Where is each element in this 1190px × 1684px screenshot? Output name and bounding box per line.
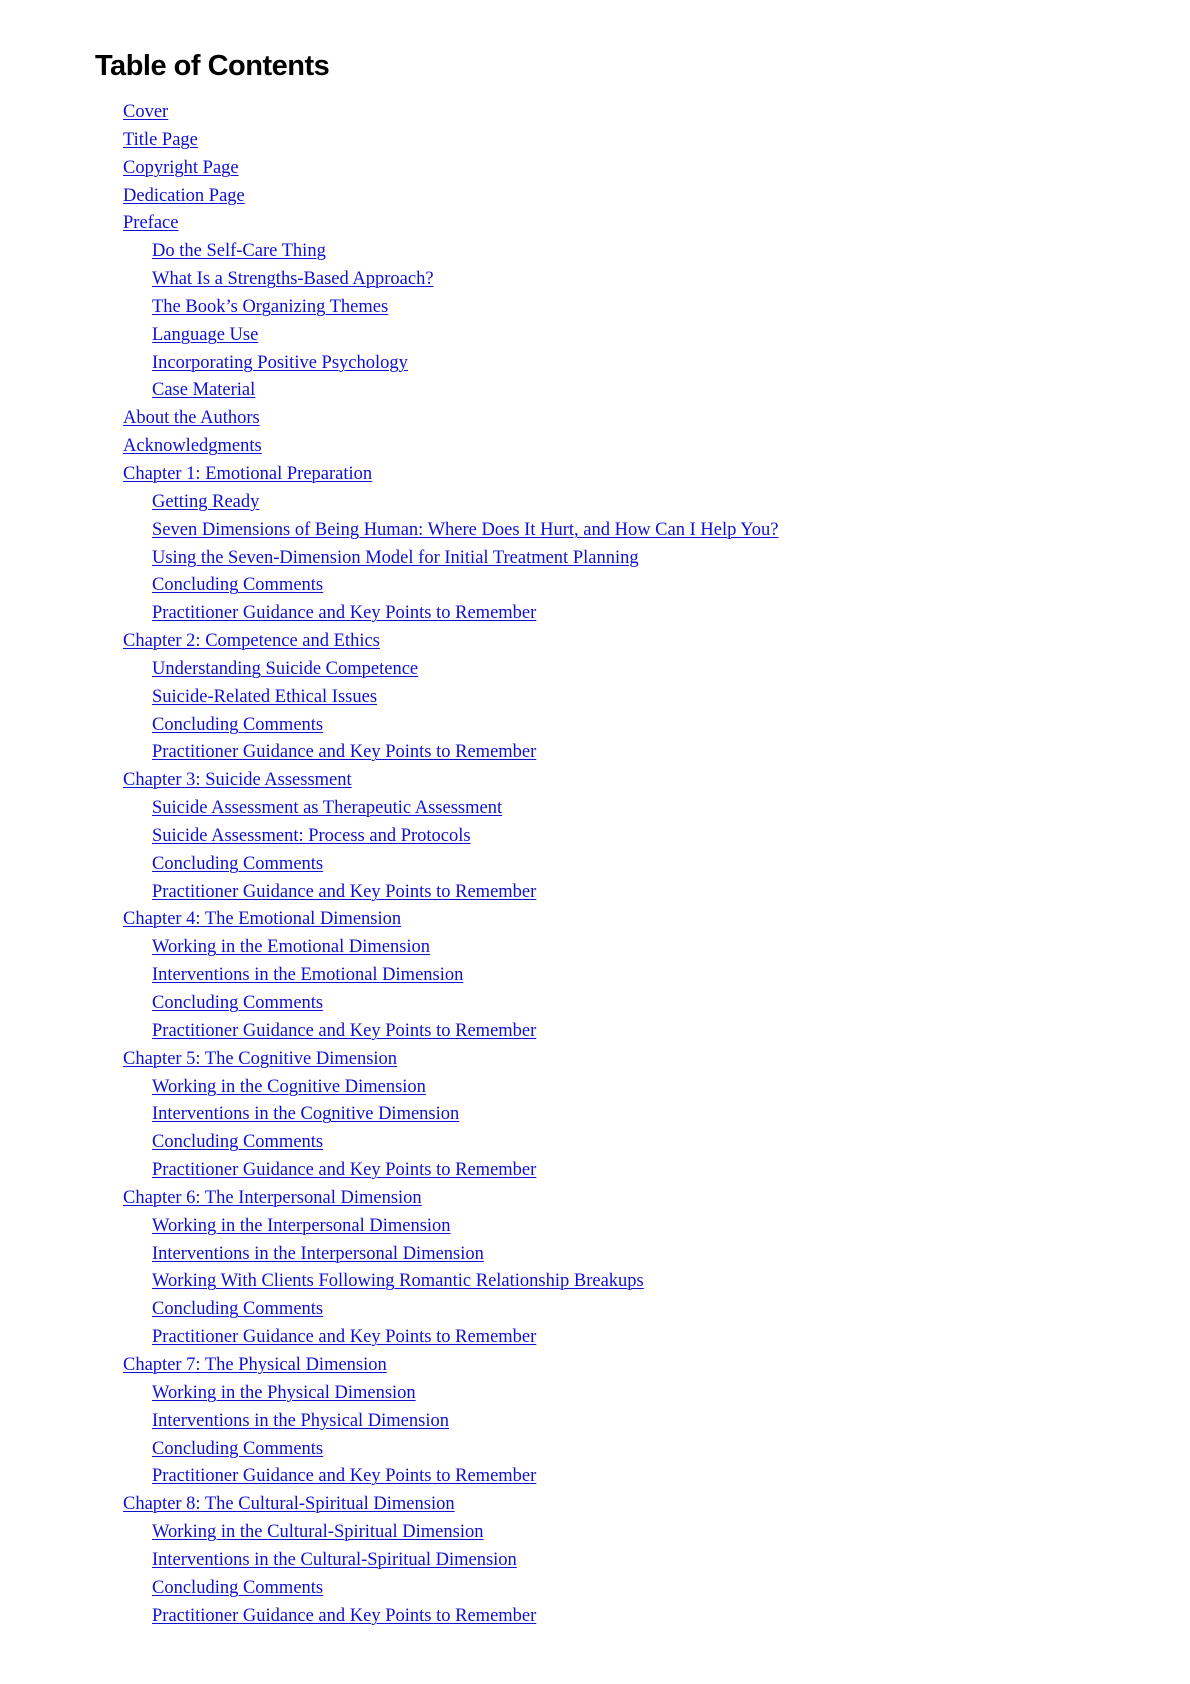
toc-sublink[interactable]: Practitioner Guidance and Key Points to Remember: [152, 603, 537, 624]
toc-entry: [0, 1185, 1190, 1213]
toc-subentry: [0, 489, 1190, 517]
toc-link[interactable]: Copyright Page: [123, 157, 239, 178]
toc-subentry: [0, 739, 1190, 767]
toc-subentry: [0, 600, 1190, 628]
toc-link[interactable]: Dedication Page: [123, 185, 245, 206]
toc-sublink[interactable]: Concluding Comments: [152, 714, 324, 735]
toc-sublink[interactable]: Practitioner Guidance and Key Points to Remember: [152, 1020, 537, 1041]
toc-subentry: [0, 1547, 1190, 1575]
toc-entry: [0, 405, 1190, 433]
toc-entry: [0, 1352, 1190, 1380]
toc-entry: [0, 99, 1190, 127]
toc-subentry: [0, 962, 1190, 990]
toc-subentry: [0, 1436, 1190, 1464]
toc-link[interactable]: Chapter 6: The Interpersonal Dimension: [123, 1187, 422, 1208]
toc-sublink[interactable]: Interventions in the Cognitive Dimension: [152, 1104, 460, 1125]
toc-subentry: [0, 1603, 1190, 1631]
toc-subentry: [0, 990, 1190, 1018]
toc-subentry: [0, 572, 1190, 600]
toc-subentry: [0, 1463, 1190, 1491]
toc-sublink[interactable]: Getting Ready: [152, 491, 260, 512]
toc-sublink[interactable]: Suicide Assessment: Process and Protocols: [152, 825, 471, 846]
toc-link[interactable]: About the Authors: [123, 408, 260, 429]
toc-subentry: [0, 795, 1190, 823]
toc-link[interactable]: Chapter 7: The Physical Dimension: [123, 1354, 387, 1375]
toc-subentry: [0, 1519, 1190, 1547]
toc-link[interactable]: Chapter 8: The Cultural-Spiritual Dimension: [123, 1494, 455, 1515]
toc-sublink[interactable]: Working in the Cultural-Spiritual Dimension: [152, 1522, 484, 1543]
toc-subentry: [0, 1129, 1190, 1157]
toc-sublink[interactable]: Concluding Comments: [152, 853, 324, 874]
toc-link[interactable]: Title Page: [123, 129, 198, 150]
toc-subentry: [0, 545, 1190, 573]
toc-subentry: [0, 1074, 1190, 1102]
toc-sublink[interactable]: Working in the Emotional Dimension: [152, 937, 431, 958]
toc-sublink[interactable]: Using the Seven-Dimension Model for Initial Treatment Planning: [152, 547, 639, 568]
toc-entry: [0, 1046, 1190, 1074]
toc-subentry: [0, 934, 1190, 962]
toc-sublink[interactable]: Interventions in the Emotional Dimension: [152, 965, 464, 986]
toc-sublink[interactable]: What Is a Strengths-Based Approach?: [152, 269, 434, 290]
toc-sublink[interactable]: Concluding Comments: [152, 1577, 324, 1598]
toc-entry: [0, 155, 1190, 183]
toc-sublink[interactable]: Practitioner Guidance and Key Points to Remember: [152, 1466, 537, 1487]
toc-entry: [0, 183, 1190, 211]
toc-sublink[interactable]: Do the Self-Care Thing: [152, 241, 326, 262]
toc-sublink[interactable]: Concluding Comments: [152, 575, 324, 596]
toc-sublink[interactable]: Working in the Cognitive Dimension: [152, 1076, 426, 1097]
toc-sublink[interactable]: Suicide-Related Ethical Issues: [152, 686, 378, 707]
toc-sublink[interactable]: Interventions in the Cultural-Spiritual Dimension: [152, 1549, 517, 1570]
toc-entry: [0, 1491, 1190, 1519]
toc-subentry: [0, 712, 1190, 740]
toc-link[interactable]: Preface: [123, 213, 179, 234]
toc-subentry: [0, 1324, 1190, 1352]
toc-sublink[interactable]: The Book’s Organizing Themes: [152, 296, 389, 317]
toc-sublink[interactable]: Seven Dimensions of Being Human: Where Does It Hurt, and How Can I Help You?: [152, 519, 779, 540]
toc-entry: [0, 127, 1190, 155]
toc-subentry: [0, 1575, 1190, 1603]
toc-sublink[interactable]: Practitioner Guidance and Key Points to Remember: [152, 881, 537, 902]
toc-subentry: [0, 1408, 1190, 1436]
toc-sublink[interactable]: Working in the Interpersonal Dimension: [152, 1215, 451, 1236]
toc-entry: [0, 628, 1190, 656]
toc-link[interactable]: Chapter 5: The Cognitive Dimension: [123, 1048, 398, 1069]
toc-sublink[interactable]: Understanding Suicide Competence: [152, 658, 419, 679]
table-of-contents: [0, 99, 1190, 1630]
toc-sublink[interactable]: Working in the Physical Dimension: [152, 1382, 416, 1403]
toc-subentry: [0, 294, 1190, 322]
toc-subentry: [0, 1296, 1190, 1324]
toc-subentry: [0, 1213, 1190, 1241]
toc-sublink[interactable]: Practitioner Guidance and Key Points to Remember: [152, 1605, 537, 1626]
toc-subentry: [0, 684, 1190, 712]
toc-subentry: [0, 1268, 1190, 1296]
toc-sublink[interactable]: Interventions in the Physical Dimension: [152, 1410, 449, 1431]
toc-subentry: [0, 377, 1190, 405]
toc-sublink[interactable]: Concluding Comments: [152, 1438, 324, 1459]
toc-sublink[interactable]: Concluding Comments: [152, 1132, 324, 1153]
toc-subentry: [0, 238, 1190, 266]
toc-subentry: [0, 823, 1190, 851]
toc-entry: [0, 210, 1190, 238]
toc-sublink[interactable]: Case Material: [152, 380, 256, 401]
toc-subentry: [0, 851, 1190, 879]
toc-sublink[interactable]: Practitioner Guidance and Key Points to Remember: [152, 742, 537, 763]
toc-entry: [0, 767, 1190, 795]
toc-link[interactable]: Chapter 3: Suicide Assessment: [123, 770, 352, 791]
toc-link[interactable]: Acknowledgments: [123, 436, 262, 457]
toc-entry: [0, 906, 1190, 934]
toc-sublink[interactable]: Practitioner Guidance and Key Points to Remember: [152, 1327, 537, 1348]
toc-sublink[interactable]: Interventions in the Interpersonal Dimension: [152, 1243, 484, 1264]
toc-subentry: [0, 517, 1190, 545]
page-title: Table of Contents: [95, 50, 330, 82]
toc-link[interactable]: Cover: [123, 102, 169, 122]
toc-sublink[interactable]: Working With Clients Following Romantic Relationship Breakups: [152, 1271, 644, 1292]
toc-subentry: [0, 1157, 1190, 1185]
toc-sublink[interactable]: Incorporating Positive Psychology: [152, 352, 408, 373]
toc-sublink[interactable]: Concluding Comments: [152, 1299, 324, 1320]
toc-subentry: [0, 879, 1190, 907]
toc-sublink[interactable]: Suicide Assessment as Therapeutic Assessment: [152, 798, 503, 819]
toc-sublink[interactable]: Language Use: [152, 324, 259, 345]
toc-entry: [0, 461, 1190, 489]
toc-subentry: [0, 1101, 1190, 1129]
toc-sublink[interactable]: Practitioner Guidance and Key Points to Remember: [152, 1160, 537, 1181]
toc-subentry: [0, 1380, 1190, 1408]
toc-subentry: [0, 1241, 1190, 1269]
toc-subentry: [0, 322, 1190, 350]
toc-link[interactable]: Chapter 2: Competence and Ethics: [123, 631, 380, 652]
toc-subentry: [0, 350, 1190, 378]
toc-subentry: [0, 656, 1190, 684]
toc-entry: [0, 433, 1190, 461]
toc-subentry: [0, 266, 1190, 294]
toc-link[interactable]: Chapter 4: The Emotional Dimension: [123, 909, 402, 930]
toc-sublink[interactable]: Concluding Comments: [152, 993, 324, 1013]
toc-subentry: [0, 1018, 1190, 1046]
toc-link[interactable]: Chapter 1: Emotional Preparation: [123, 463, 373, 484]
